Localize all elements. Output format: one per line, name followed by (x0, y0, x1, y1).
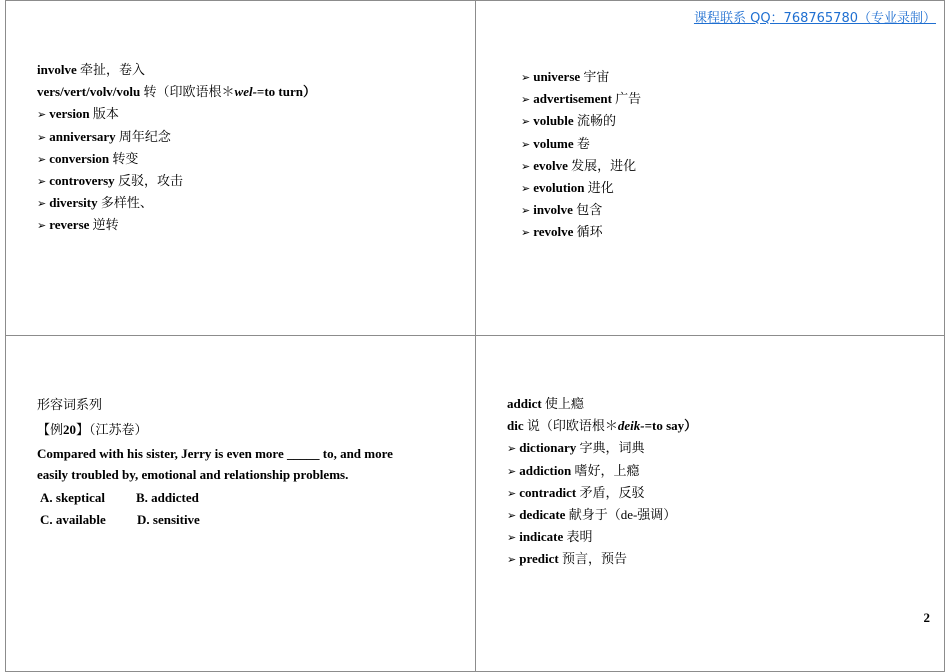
item-word: revolve (533, 224, 574, 240)
arrow-bullet-icon: ➢ (521, 138, 531, 151)
item-word: diversity (49, 195, 98, 211)
item-word: predict (519, 551, 559, 567)
list-item (521, 110, 641, 132)
list-item (37, 148, 316, 170)
list-item (521, 199, 641, 221)
item-word: anniversary (49, 128, 116, 144)
list-item (521, 221, 641, 243)
arrow-bullet-icon: ➢ (37, 109, 47, 122)
section-title: 形容词系列 (37, 397, 103, 412)
title-line (37, 59, 316, 81)
course-contact-link[interactable]: 课程联系 QQ：768765780（专业录制） (693, 11, 936, 26)
options-row-1 (37, 487, 393, 509)
option-b: B. addicted (136, 489, 199, 505)
root-meaning-pre: 转（印欧语根＊ (143, 84, 235, 100)
list-item (507, 437, 697, 459)
list-item (521, 155, 641, 177)
list-item (37, 170, 316, 192)
example-num: 20 (63, 422, 77, 438)
option-c: C. available (40, 511, 106, 527)
vertical-divider (475, 0, 476, 672)
item-word: indicate (519, 529, 564, 545)
arrow-bullet-icon: ➢ (521, 205, 531, 218)
options-row-2 (37, 509, 393, 531)
root-line (37, 81, 316, 103)
arrow-bullet-icon: ➢ (37, 198, 47, 211)
item-meaning: 预言，预告 (561, 551, 627, 567)
item-meaning: 表明 (566, 529, 593, 545)
list-item (37, 103, 316, 125)
arrow-bullet-icon: ➢ (37, 153, 47, 166)
root-ie: deik- (617, 418, 645, 434)
arrow-bullet-icon: ➢ (521, 182, 531, 195)
list-item (507, 526, 697, 548)
arrow-bullet-icon: ➢ (507, 487, 517, 500)
arrow-bullet-icon: ➢ (507, 443, 517, 456)
item-word: involve (533, 202, 573, 218)
item-word: reverse (49, 217, 90, 233)
item-word: evolve (533, 157, 568, 173)
item-word: dictionary (519, 440, 577, 456)
arrow-bullet-icon: ➢ (521, 160, 531, 173)
list-item (37, 126, 316, 148)
title-meaning: 使上瘾 (544, 396, 584, 411)
item-meaning: 反驳，攻击 (117, 172, 183, 188)
example-post: 】（江苏卷） (76, 422, 148, 438)
item-meaning: 宇宙 (583, 69, 610, 84)
item-word: evolution (533, 179, 585, 195)
page-number: 2 (923, 610, 930, 625)
list-item (507, 482, 697, 504)
item-word: universe (533, 69, 581, 84)
item-word: volume (533, 135, 574, 151)
arrow-bullet-icon: ➢ (37, 131, 47, 144)
title-line (507, 393, 697, 415)
list-item (507, 460, 697, 482)
item-word: version (49, 106, 90, 122)
item-word: dedicate (519, 506, 566, 522)
list-item (37, 214, 316, 236)
example-label (37, 419, 393, 441)
item-word: conversion (49, 150, 110, 166)
list-item (521, 177, 641, 199)
item-meaning: 包含 (576, 202, 603, 218)
panel-bottom-right (507, 393, 697, 571)
arrow-bullet-icon: ➢ (521, 94, 531, 107)
root-word: dic (507, 418, 524, 434)
title-meaning: 牵扯，卷入 (79, 62, 145, 77)
arrow-bullet-icon: ➢ (507, 465, 517, 478)
arrow-bullet-icon: ➢ (507, 532, 517, 545)
arrow-bullet-icon: ➢ (521, 227, 531, 240)
list-item (521, 133, 641, 155)
item-meaning: 字典，词典 (579, 440, 645, 456)
root-ie: wel- (234, 84, 257, 100)
item-word: controversy (49, 172, 115, 188)
panel-top-left (37, 59, 316, 237)
list-item (507, 548, 697, 570)
item-meaning: 版本 (92, 106, 119, 122)
item-meaning: 转变 (112, 150, 139, 166)
item-word: contradict (519, 484, 577, 500)
root-word: vers/vert/volv/volu (37, 84, 141, 100)
item-meaning: 卷 (576, 135, 590, 151)
option-d: D. sensitive (137, 511, 200, 527)
arrow-bullet-icon: ➢ (37, 220, 47, 233)
item-word: voluble (533, 113, 574, 129)
question-line-2: easily troubled by, emotional and relationship problems. (37, 466, 349, 482)
panel-bottom-left (37, 394, 393, 531)
root-meaning-post: =to turn） (256, 84, 316, 100)
item-meaning: 广告 (615, 91, 642, 107)
item-meaning: 献身于（de-强调） (568, 506, 677, 522)
root-meaning-pre: 说（印欧语根＊ (526, 418, 618, 434)
item-meaning: 流畅的 (576, 113, 616, 129)
item-meaning: 嗜好，上瘾 (574, 462, 640, 478)
list-item (507, 504, 697, 526)
title-word: addict (507, 396, 542, 411)
arrow-bullet-icon: ➢ (521, 116, 531, 129)
horizontal-divider (5, 335, 945, 336)
root-meaning-post: =to say） (644, 418, 698, 434)
question-line-1: Compared with his sister, Jerry is even more _____ to, and more (37, 446, 393, 462)
root-line (507, 415, 697, 437)
list-item (37, 192, 316, 214)
item-meaning: 多样性、 (100, 195, 153, 211)
item-meaning: 周年纪念 (118, 128, 171, 144)
option-a: A. skeptical (40, 489, 105, 505)
arrow-bullet-icon: ➢ (37, 175, 47, 188)
item-meaning: 矛盾，反驳 (579, 484, 645, 500)
item-meaning: 循环 (576, 224, 603, 240)
item-meaning: 进化 (587, 179, 614, 195)
arrow-bullet-icon: ➢ (521, 72, 531, 84)
item-word: addiction (519, 462, 572, 478)
item-meaning: 逆转 (92, 217, 119, 233)
item-word: advertisement (533, 91, 612, 107)
list-item (521, 88, 641, 110)
example-pre: 【例 (37, 422, 64, 438)
title-word: involve (37, 62, 77, 77)
panel-top-right (521, 66, 641, 244)
list-item (521, 66, 641, 88)
item-meaning: 发展，进化 (571, 157, 637, 173)
arrow-bullet-icon: ➢ (507, 554, 517, 567)
arrow-bullet-icon: ➢ (507, 509, 517, 522)
